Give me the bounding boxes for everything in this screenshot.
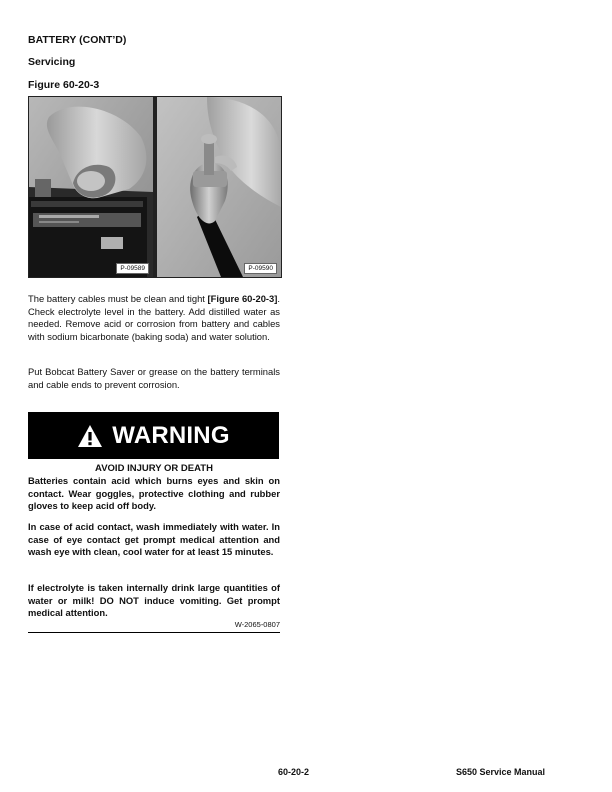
warning-banner-text: WARNING bbox=[112, 421, 230, 449]
battery-saver-paragraph: Put Bobcat Battery Saver or grease on the battery terminals and cable ends to prevent corrosion. bbox=[28, 366, 280, 390]
manual-title: S650 Service Manual bbox=[456, 767, 546, 777]
warning-divider bbox=[28, 632, 280, 633]
cable-check-paragraph bbox=[28, 293, 280, 343]
warning-code: W-2065-0807 bbox=[234, 620, 280, 629]
warning-triangle-icon bbox=[77, 424, 103, 448]
warning-paragraph-acid: Batteries contain acid which burns eyes and skin on contact. Wear goggles, protective clothing and rubber gloves to keep acid off body. bbox=[28, 475, 280, 512]
cable-terminal-photo bbox=[157, 97, 281, 277]
warning-banner bbox=[28, 412, 279, 459]
figure-label: Figure 60-20-3 bbox=[28, 79, 100, 91]
warning-paragraph-contact: In case of acid contact, wash immediately with water. In case of eye contact get prompt medical attention and wash eye with clean, cool water for at least 15 minutes. bbox=[28, 521, 280, 558]
subsection-title: Servicing bbox=[28, 56, 76, 68]
figure-photos bbox=[28, 96, 282, 278]
warning-paragraph-ingestion: If electrolyte is taken internally drink large quantities of water or milk! DO NOT induce vomiting. Get prompt medical attention. bbox=[28, 582, 280, 619]
photo-code-right: P-09590 bbox=[244, 263, 277, 274]
battery-cleaning-photo bbox=[29, 97, 153, 277]
photo-code-left: P-09589 bbox=[116, 263, 149, 274]
page-number: 60-20-2 bbox=[278, 767, 310, 777]
para1-text-a: The battery cables must be clean and tight bbox=[28, 293, 208, 304]
warning-heading: AVOID INJURY OR DEATH bbox=[95, 463, 213, 474]
figure-reference: [Figure 60-20-3] bbox=[207, 293, 278, 304]
para1-text-b: . Check electrolyte level in the battery. Add distilled water as needed. Remove acid or corrosion from battery and cables with sodium bicarbonate (baking soda) and water solution. bbox=[28, 293, 280, 342]
section-title: BATTERY (CONT’D) bbox=[28, 34, 127, 46]
